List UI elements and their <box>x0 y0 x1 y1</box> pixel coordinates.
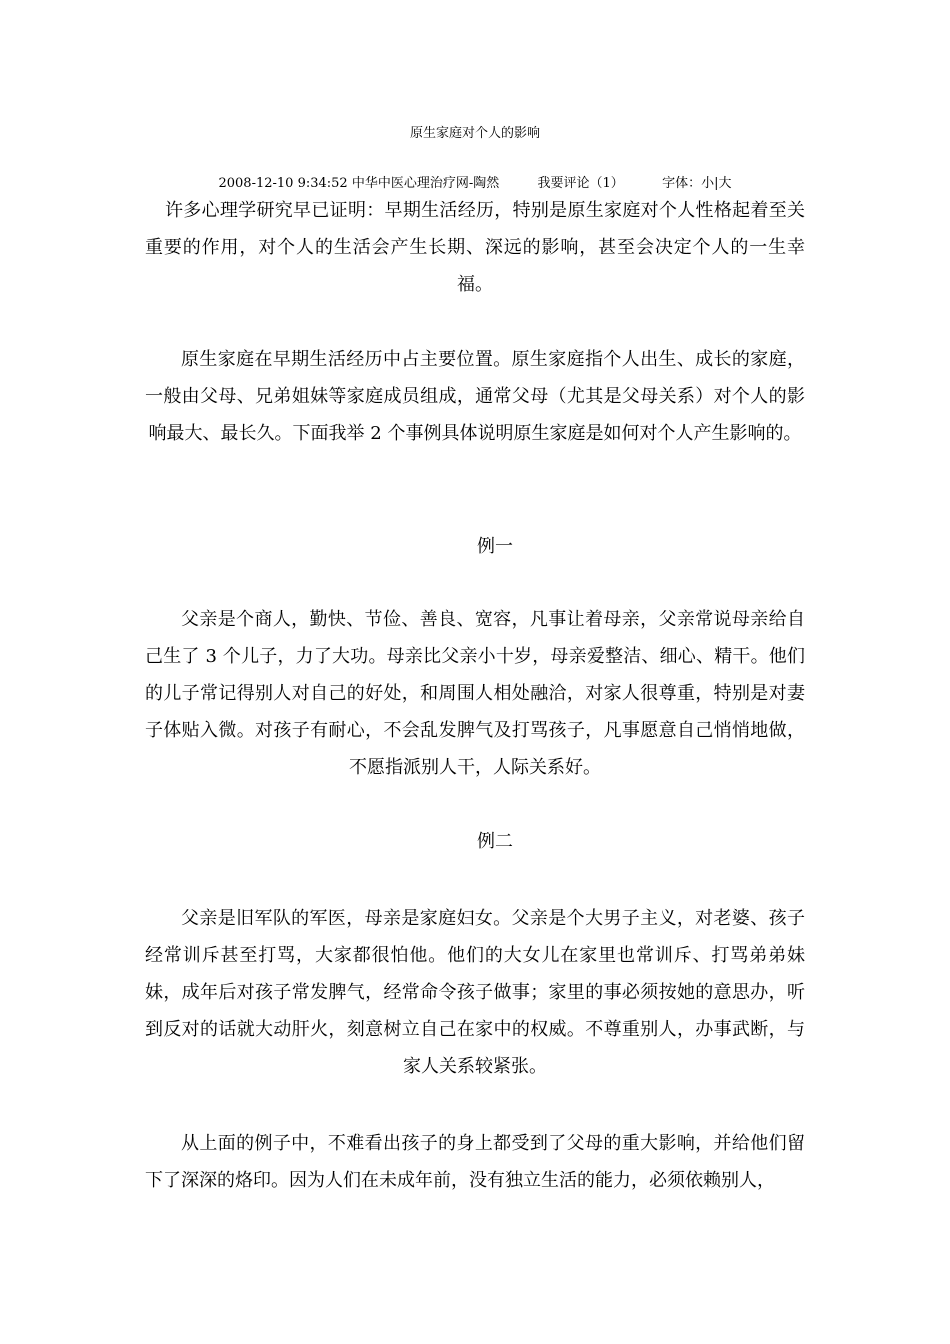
article-paragraph: 许多心理学研究早已证明：早期生活经历，特别是原生家庭对个人性格起着至关重要的作用，对个人的生活会产生长期、深远的影响，甚至会决定个人的一生幸福。 <box>145 200 805 295</box>
comment-link[interactable]: 我要评论（1） <box>537 176 624 191</box>
font-separator: | <box>714 176 719 191</box>
example-heading: 例一 <box>477 536 513 557</box>
example-heading: 例二 <box>477 831 513 852</box>
article-source: 中华中医心理治疗网-陶然 <box>351 176 500 191</box>
article-paragraph: 父亲是旧军队的军医，母亲是家庭妇女。父亲是个大男子主义，对老婆、孩子经常训斥甚至打骂，大家都很怕他。他们的大女儿在家里也常训斥、打骂弟弟妹妹，成年后对孩子常发脾气，经常命令孩子做事；家里的事必须按她的意思办，听到反对的话就大动肝火，刻意树立自己在家中的权威。不尊重别人，办事武断，与家人关系较紧张。 <box>145 908 805 1077</box>
publish-datetime: 2008-12-10 9:34:52 <box>218 176 348 191</box>
font-size-label: 字体： <box>662 176 702 191</box>
article-paragraph: 原生家庭在早期生活经历中占主要位置。原生家庭指个人出生、成长的家庭，一般由父母、兄弟姐妹等家庭成员组成，通常父母（尤其是父母关系）对个人的影响最大、最长久。下面我举 2 个事例具体说明原生家庭是如何对个人产生影响的。 <box>145 349 805 444</box>
article-paragraph: 父亲是个商人，勤快、节俭、善良、宽容，凡事让着母亲，父亲常说母亲给自己生了 3 个儿子，力了大功。母亲比父亲小十岁，母亲爱整洁、细心、精干。他们的儿子常记得别人对自己的好处，和周围人相处融洽，对家人很尊重，特别是对妻子体贴入微。对孩子有耐心，不会乱发脾气及打骂孩子，凡事愿意自己悄悄地做，不愿指派别人干，人际关系好。 <box>145 609 805 778</box>
article-meta <box>0 175 950 193</box>
article-paragraph: 从上面的例子中，不难看出孩子的身上都受到了父母的重大影响，并给他们留下了深深的烙印。因为人们在未成年前，没有独立生活的能力，必须依赖别人， <box>145 1133 805 1191</box>
font-large-link[interactable]: 大 <box>718 176 732 191</box>
article-title: 原生家庭对个人的影响 <box>409 126 540 141</box>
font-small-link[interactable]: 小 <box>701 176 715 191</box>
